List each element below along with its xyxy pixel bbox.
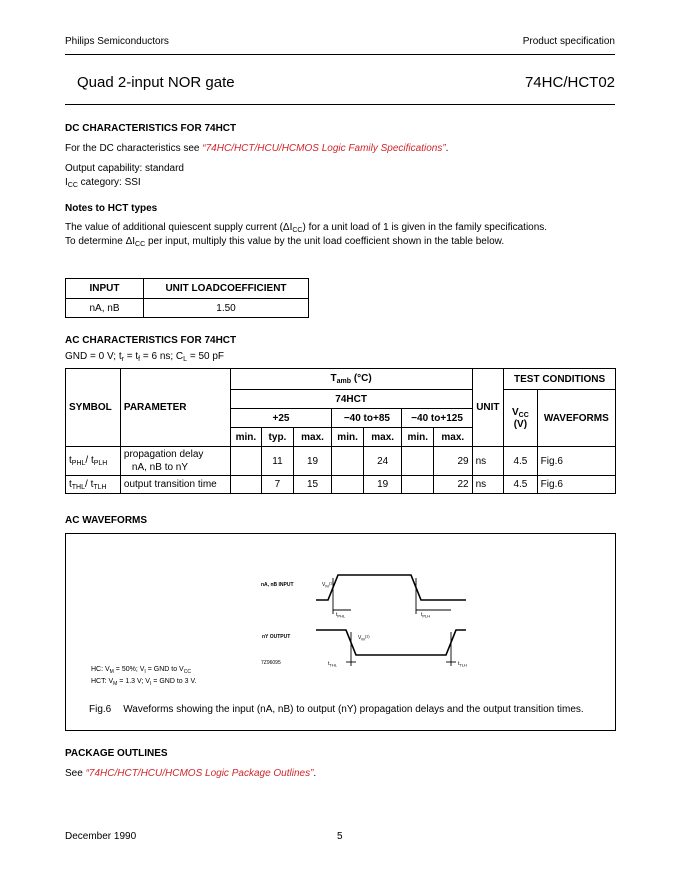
sym-t1: t — [69, 455, 72, 466]
tthl-t: t — [328, 661, 330, 667]
col-max-25: max. — [293, 428, 332, 447]
dc-intro-text: For the DC characteristics see — [65, 143, 203, 154]
cell-typ-25: 11 — [262, 447, 294, 476]
cell-min-125 — [402, 447, 434, 476]
package-end: . — [313, 768, 317, 779]
cell-coefficient: 1.50 — [144, 299, 309, 318]
col-test-conditions: TEST CONDITIONS — [504, 369, 616, 390]
cell-max-25: 15 — [293, 476, 332, 494]
table-row — [66, 447, 616, 476]
cell-unit: ns — [472, 447, 504, 476]
vm-notes — [91, 665, 196, 689]
hc-note-a: HC: V — [91, 666, 110, 673]
company-name: Philips Semiconductors — [65, 36, 169, 47]
cond-b: = t — [123, 351, 139, 362]
page-title: Quad 2-input NOR gate — [77, 74, 235, 91]
figure-caption — [89, 704, 584, 715]
ttlh-sub: TLH — [459, 662, 467, 668]
sym-sub1: THL — [71, 483, 86, 491]
cond-l: L — [183, 356, 188, 363]
sym-sub1: PHL — [71, 460, 86, 467]
col-max-85: max. — [363, 428, 402, 447]
ttlh-t: t — [458, 661, 460, 667]
notes-line-1-a: The value of additional quiescent supply current (ΔI — [65, 222, 293, 233]
notes-line-1-b: ) for a unit load of 1 is given in the family specifications. — [302, 222, 548, 233]
sym-sub2: PLH — [93, 460, 108, 467]
cell-vcc: 4.5 — [504, 447, 538, 476]
cond-c: = 6 ns; C — [140, 351, 184, 362]
hct-note-b: = 1.3 V; V — [117, 678, 150, 685]
notes-line-2 — [65, 235, 504, 252]
hc-note — [91, 665, 196, 677]
icc-category — [65, 176, 141, 193]
cond-r: r — [121, 356, 124, 363]
output-capability: Output capability: standard — [65, 163, 184, 174]
tplh-t: t — [421, 612, 423, 618]
cell-max-125: 29 — [433, 447, 472, 476]
cell-unit: ns — [472, 476, 504, 494]
cond-a: GND = 0 V; t — [65, 351, 122, 362]
hct-note-c: = GND to 3 V. — [151, 678, 197, 685]
family-spec-link[interactable]: “74HC/HCT/HCU/HCMOS Logic Family Specifications” — [202, 143, 446, 154]
cell-waveform: Fig.6 — [537, 476, 615, 494]
input-label: nA, nB INPUT — [261, 582, 294, 588]
vcc-unit: (V) — [513, 418, 528, 430]
col-vcc — [504, 390, 538, 447]
hc-note-sub-cc: CC — [183, 669, 191, 675]
tphl-t: t — [336, 612, 338, 618]
output-waveform — [316, 630, 466, 655]
col-temp-85: −40 to+85 — [332, 409, 402, 428]
col-temp-125: −40 to+125 — [402, 409, 472, 428]
package-see: See — [65, 768, 86, 779]
cell-symbol — [66, 447, 121, 476]
notes-line-1-sub: CC — [292, 227, 303, 234]
figure-number: Fig.6 — [89, 704, 112, 715]
cond-d: = 50 pF — [187, 351, 225, 362]
tamb-unit: (°C) — [351, 373, 372, 384]
hct-note-sub-m: M — [113, 681, 118, 687]
input-waveform — [316, 575, 466, 600]
waveform-figure — [65, 533, 616, 731]
hct-note-a: HCT: V — [91, 678, 114, 685]
document-type: Product specification — [522, 36, 615, 47]
package-heading: PACKAGE OUTLINES — [65, 748, 168, 759]
icc-subscript: CC — [67, 182, 78, 189]
page-number: 5 — [337, 831, 343, 842]
tplh-sub: PLH — [422, 613, 431, 619]
cell-min-85 — [332, 447, 364, 476]
waveforms-heading: AC WAVEFORMS — [65, 515, 148, 526]
sym-sub2: TLH — [93, 483, 107, 491]
col-tamb — [230, 369, 472, 390]
col-typ-25: typ. — [262, 428, 294, 447]
tplh-label — [421, 612, 430, 619]
param-line-1: propagation delay — [123, 449, 204, 460]
cell-min-85 — [332, 476, 364, 494]
waveform-diagram — [66, 534, 615, 730]
cell-min-125 — [402, 476, 434, 494]
col-unit: UNIT — [472, 369, 504, 447]
table-row — [66, 476, 616, 494]
hc-note-b: = 50%; V — [113, 666, 145, 673]
col-family: 74HCT — [230, 390, 472, 409]
cell-vcc: 4.5 — [504, 476, 538, 494]
drawing-code: 7Z96095 — [261, 660, 281, 666]
cell-parameter: output transition time — [120, 476, 230, 494]
vm-output-note: (1) — [364, 633, 370, 639]
vm-input-note: (1) — [328, 580, 334, 586]
sym-t1: t — [69, 478, 72, 490]
icc-symbol: I — [65, 177, 68, 188]
hct-note-sub-i: I — [149, 681, 152, 687]
cell-typ-25: 7 — [262, 476, 294, 494]
cell-input: nA, nB — [66, 299, 144, 318]
hc-note-sub-i: I — [144, 669, 146, 675]
title-rule — [65, 104, 615, 105]
tthl-sub: THL — [329, 662, 337, 668]
cell-waveform: Fig.6 — [537, 447, 615, 476]
vm-input-sub: M — [325, 583, 329, 589]
tphl-label — [336, 612, 346, 619]
tamb-symbol: T — [330, 373, 337, 384]
dc-intro-end: . — [445, 143, 449, 154]
ac-characteristics-table — [65, 368, 616, 494]
hct-note — [91, 677, 196, 689]
footer-date: December 1990 — [65, 831, 137, 842]
cell-max-85: 19 — [363, 476, 402, 494]
col-symbol: SYMBOL — [66, 369, 121, 447]
col-min-85: min. — [332, 428, 364, 447]
col-input: INPUT — [66, 279, 144, 299]
dc-heading: DC CHARACTERISTICS FOR 74HCT — [65, 123, 237, 134]
notes-line-2-a: To determine ΔI — [65, 236, 136, 247]
notes-line-2-sub: CC — [135, 241, 146, 248]
hc-note-sub-m: M — [109, 669, 114, 675]
tthl-label — [328, 661, 338, 668]
table-row — [66, 299, 309, 318]
icc-category-text: category: SSI — [77, 177, 141, 188]
cond-f: f — [138, 356, 141, 363]
notes-line-2-b: per input, multiply this value by the unit load coefficient shown in the table below. — [145, 236, 505, 247]
col-min-25: min. — [230, 428, 262, 447]
vm-output-label — [358, 634, 370, 642]
tamb-subscript: amb — [336, 378, 352, 385]
header-rule — [65, 54, 615, 55]
cell-max-25: 19 — [293, 447, 332, 476]
cell-parameter — [120, 447, 230, 476]
vm-output-sub: M — [361, 636, 365, 642]
unit-load-table — [65, 278, 309, 318]
notes-heading: Notes to HCT types — [65, 203, 158, 214]
ac-conditions — [65, 350, 224, 367]
col-temp-25: +25 — [230, 409, 332, 428]
cell-symbol — [66, 476, 121, 494]
vcc-symbol: V — [512, 406, 519, 418]
vm-input-v: V — [322, 582, 326, 588]
dc-intro — [65, 142, 448, 156]
ac-heading: AC CHARACTERISTICS FOR 74HCT — [65, 335, 237, 346]
tphl-sub: PHL — [337, 613, 346, 619]
col-min-125: min. — [402, 428, 434, 447]
package-outlines-link[interactable]: “74HC/HCT/HCU/HCMOS Logic Package Outlines” — [85, 768, 314, 779]
cell-min-25 — [230, 476, 262, 494]
part-number: 74HC/HCT02 — [524, 74, 615, 91]
col-waveforms: WAVEFORMS — [537, 390, 615, 447]
sym-sep: / t — [85, 455, 94, 466]
cell-min-25 — [230, 447, 262, 476]
vcc-subscript: CC — [518, 411, 529, 419]
vm-output-v: V — [358, 635, 362, 641]
sym-sep: / t — [85, 478, 94, 490]
hc-note-c: = GND to V — [145, 666, 184, 673]
cell-max-85: 24 — [363, 447, 402, 476]
output-label: nY OUTPUT — [262, 634, 291, 640]
package-text — [65, 767, 316, 781]
figure-caption-text: Waveforms showing the input (nA, nB) to output (nY) propagation delays and the output transition times. — [123, 704, 584, 715]
cell-max-125: 22 — [433, 476, 472, 494]
col-unit-load: UNIT LOADCOEFFICIENT — [144, 279, 309, 299]
ttlh-label — [458, 661, 467, 668]
col-parameter: PARAMETER — [120, 369, 230, 447]
col-max-125: max. — [433, 428, 472, 447]
param-line-2: nA, nB to nY — [131, 462, 189, 473]
